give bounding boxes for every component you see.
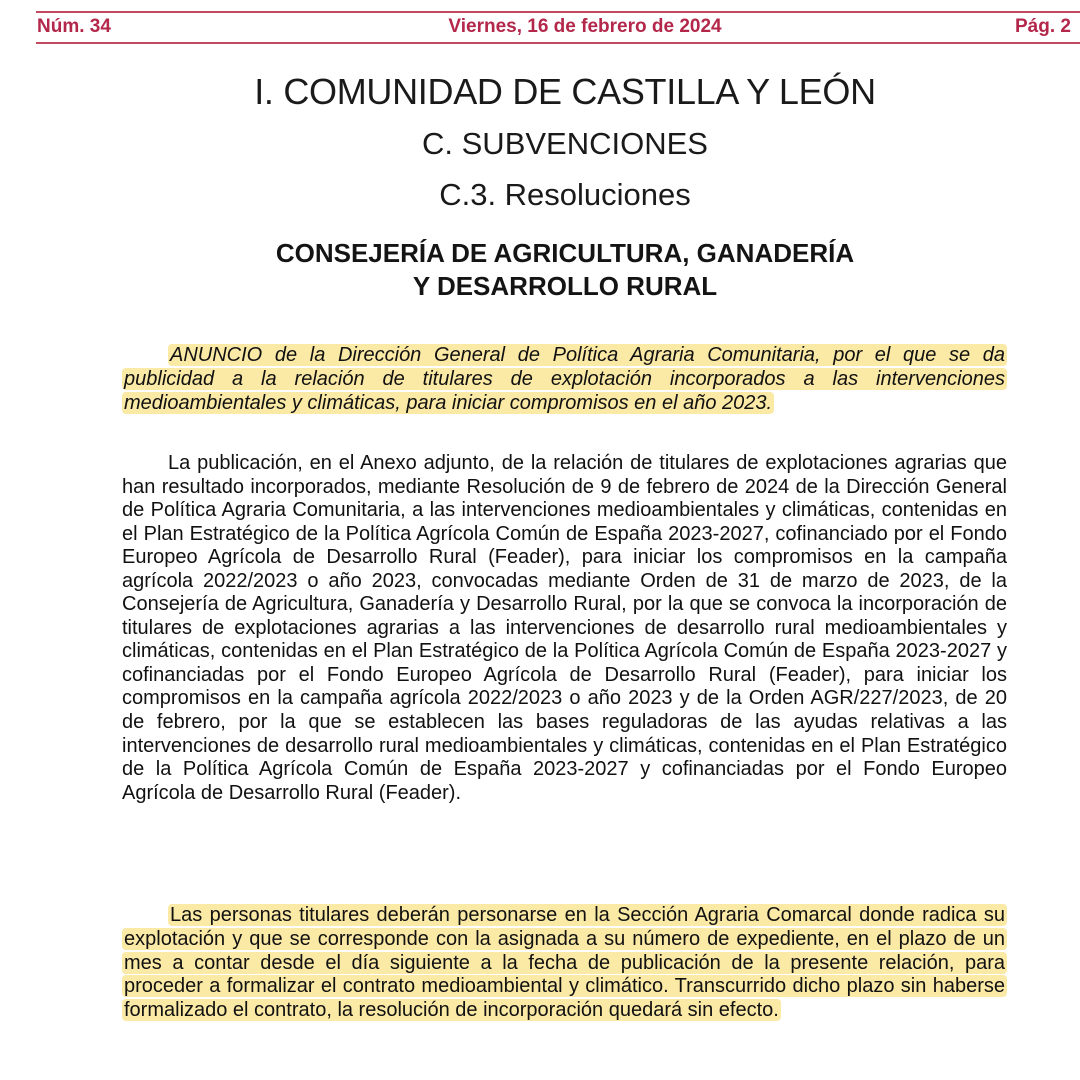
body-paragraph: La publicación, en el Anexo adjunto, de la relación de titulares de explotaciones agrarias que han resultado incorporados, mediante Resolución de 9 de febrero de 2024 de la Dirección General de Política Agraria Comunitaria, a las intervenciones medioambientales y climáticas, contenidas en el Plan Estratégico de la Política Agrícola Común de España 2023-2027, cofinanciado por el Fondo Europeo Agrícola de Desarrollo Rural (Feader), para iniciar los compromisos en la campaña agrícola 2022/2023 o año 2023, convocadas mediante Orden de 31 de marzo de 2023, de la Consejería de Agricultura, Ganadería y Desarrollo Rural, por la que se convoca la incorporación de titulares de explotaciones agrarias a las intervenciones de desarrollo rural medioambientales y climáticas, contenidas en el Plan Estratégico de la Política Agrícola Común de España 2023-2027 y cofinanciadas por el Fondo Europeo Agrícola de Desarrollo Rural (Feader), para iniciar los compromisos en la campaña agrícola 2022/2023 o año 2023 y de la Orden AGR/227/2023, de 20 de febrero, por la que se establecen las bases reguladoras de las ayudas relativas a las intervenciones de desarrollo rural medioambientales y climáticas, contenidas en el Plan Estratégico de la Política Agrícola Común de España 2023-2027 y cofinanciadas por el Fondo Europeo Agrícola de Desarrollo Rural (Feader). — [122, 452, 1007, 804]
announcement-highlight: ANUNCIO de la Dirección General de Política Agraria Comunitaria, por el que se da publicidad a la relación de titulares de explotación incorporados a las intervenciones medioambientales y climáticas, para iniciar compromisos en el año 2023. — [124, 344, 1005, 414]
section-level3-title: C.3. Resoluciones — [439, 177, 691, 212]
bulletin-date: Viernes, 16 de febrero de 2024 — [448, 16, 722, 37]
header-bottom-rule — [36, 42, 1080, 44]
header-top-rule — [36, 11, 1080, 13]
section-level1-title: I. COMUNIDAD DE CASTILLA Y LEÓN — [254, 71, 876, 112]
final-paragraph — [122, 904, 1007, 1023]
page-header — [0, 0, 1080, 44]
announcement-paragraph — [122, 344, 1007, 415]
page-number: Pág. 2 — [1015, 16, 1071, 37]
section-level2-title: C. SUBVENCIONES — [422, 126, 708, 161]
department-title-line2: Y DESARROLLO RURAL — [412, 271, 718, 301]
final-paragraph-highlight: Las personas titulares deberán personarse en la Sección Agraria Comarcal donde radica su explotación y que se corresponde con la asignada a su número de expediente, en el plazo de un mes a contar desde el día siguiente a la fecha de publicación de la presente relación, para proceder a formalizar el contrato medioambiental y climático. Transcurrido dicho plazo sin haberse formalizado el contrato, la resolución de incorporación quedará sin efecto. — [124, 904, 1005, 1022]
bulletin-number: Núm. 34 — [37, 16, 111, 37]
department-title-line1: CONSEJERÍA DE AGRICULTURA, GANADERÍA — [275, 238, 855, 268]
